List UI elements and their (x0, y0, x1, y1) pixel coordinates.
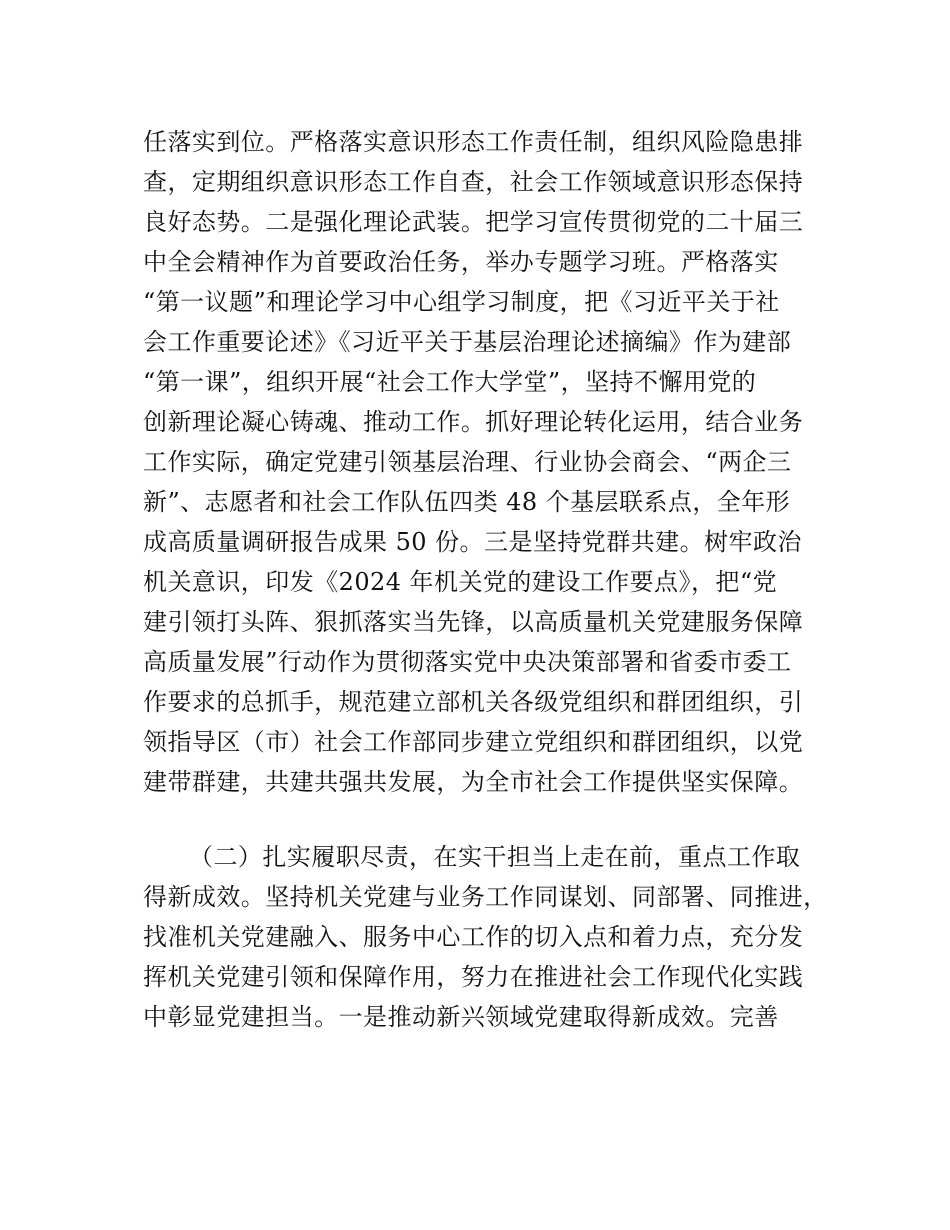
paragraph-1 (143, 122, 825, 802)
text-line: 会工作重要论述》《习近平关于基层治理论述摘编》作为建部 (143, 328, 792, 356)
text-line: “第一课”，组织开展“社会工作大学堂”，坚持不懈用党的 (143, 368, 757, 396)
text-line: 中全会精神作为首要政治任务，举办专题学习班。严格落实 (143, 248, 779, 276)
text-line: “第一议题”和理论学习中心组学习制度，把《习近平关于社 (143, 288, 780, 316)
section-heading-line: （二）扎实履职尽责，在实干担当上走在前，重点工作取 (189, 843, 801, 871)
text-line: 良好态势。二是强化理论武装。把学习宣传贯彻党的二十届三 (143, 208, 804, 236)
text-line: 机关意识，印发《2024 年机关党的建设工作要点》，把“党 (143, 568, 778, 596)
text-line: 新”、志愿者和社会工作队伍四类 48 个基层联系点，全年形 (143, 488, 791, 516)
text-line: 查，定期组织意识形态工作自查，社会工作领域意识形态保持 (143, 168, 804, 196)
text-line: 成高质量调研报告成果 50 份。三是坚持党群共建。树牢政治 (143, 528, 802, 556)
text-line: 挥机关党建引领和保障作用，努力在推进社会工作现代化实践 (143, 963, 804, 991)
text-line: 领指导区（市）社会工作部同步建立党组织和群团组织，以党 (143, 728, 804, 756)
text-line: 建引领打头阵、狠抓落实当先锋，以高质量机关党建服务保障 (143, 608, 804, 636)
text-line: 高质量发展”行动作为贯彻落实党中央决策部署和省委市委工 (143, 648, 792, 676)
text-line: 得新成效。坚持机关党建与业务工作同谋划、同部署、同推进， (143, 883, 828, 911)
text-line: 建带群建，共建共强共发展，为全市社会工作提供坚实保障。 (143, 768, 804, 796)
text-line: 找准机关党建融入、服务中心工作的切入点和着力点，充分发 (143, 923, 804, 951)
text-line: 任落实到位。严格落实意识形态工作责任制，组织风险隐患排 (143, 128, 804, 156)
text-line: 工作实际，确定党建引领基层治理、行业协会商会、“两企三 (143, 448, 792, 476)
text-line: 创新理论凝心铸魂、推动工作。抓好理论转化运用，结合业务 (143, 408, 804, 436)
text-line: 作要求的总抓手，规范建立部机关各级党组织和群团组织，引 (143, 688, 804, 716)
text-line: 中彰显党建担当。一是推动新兴领域党建取得新成效。完善 (143, 1003, 779, 1031)
paragraph-2 (143, 837, 828, 1037)
